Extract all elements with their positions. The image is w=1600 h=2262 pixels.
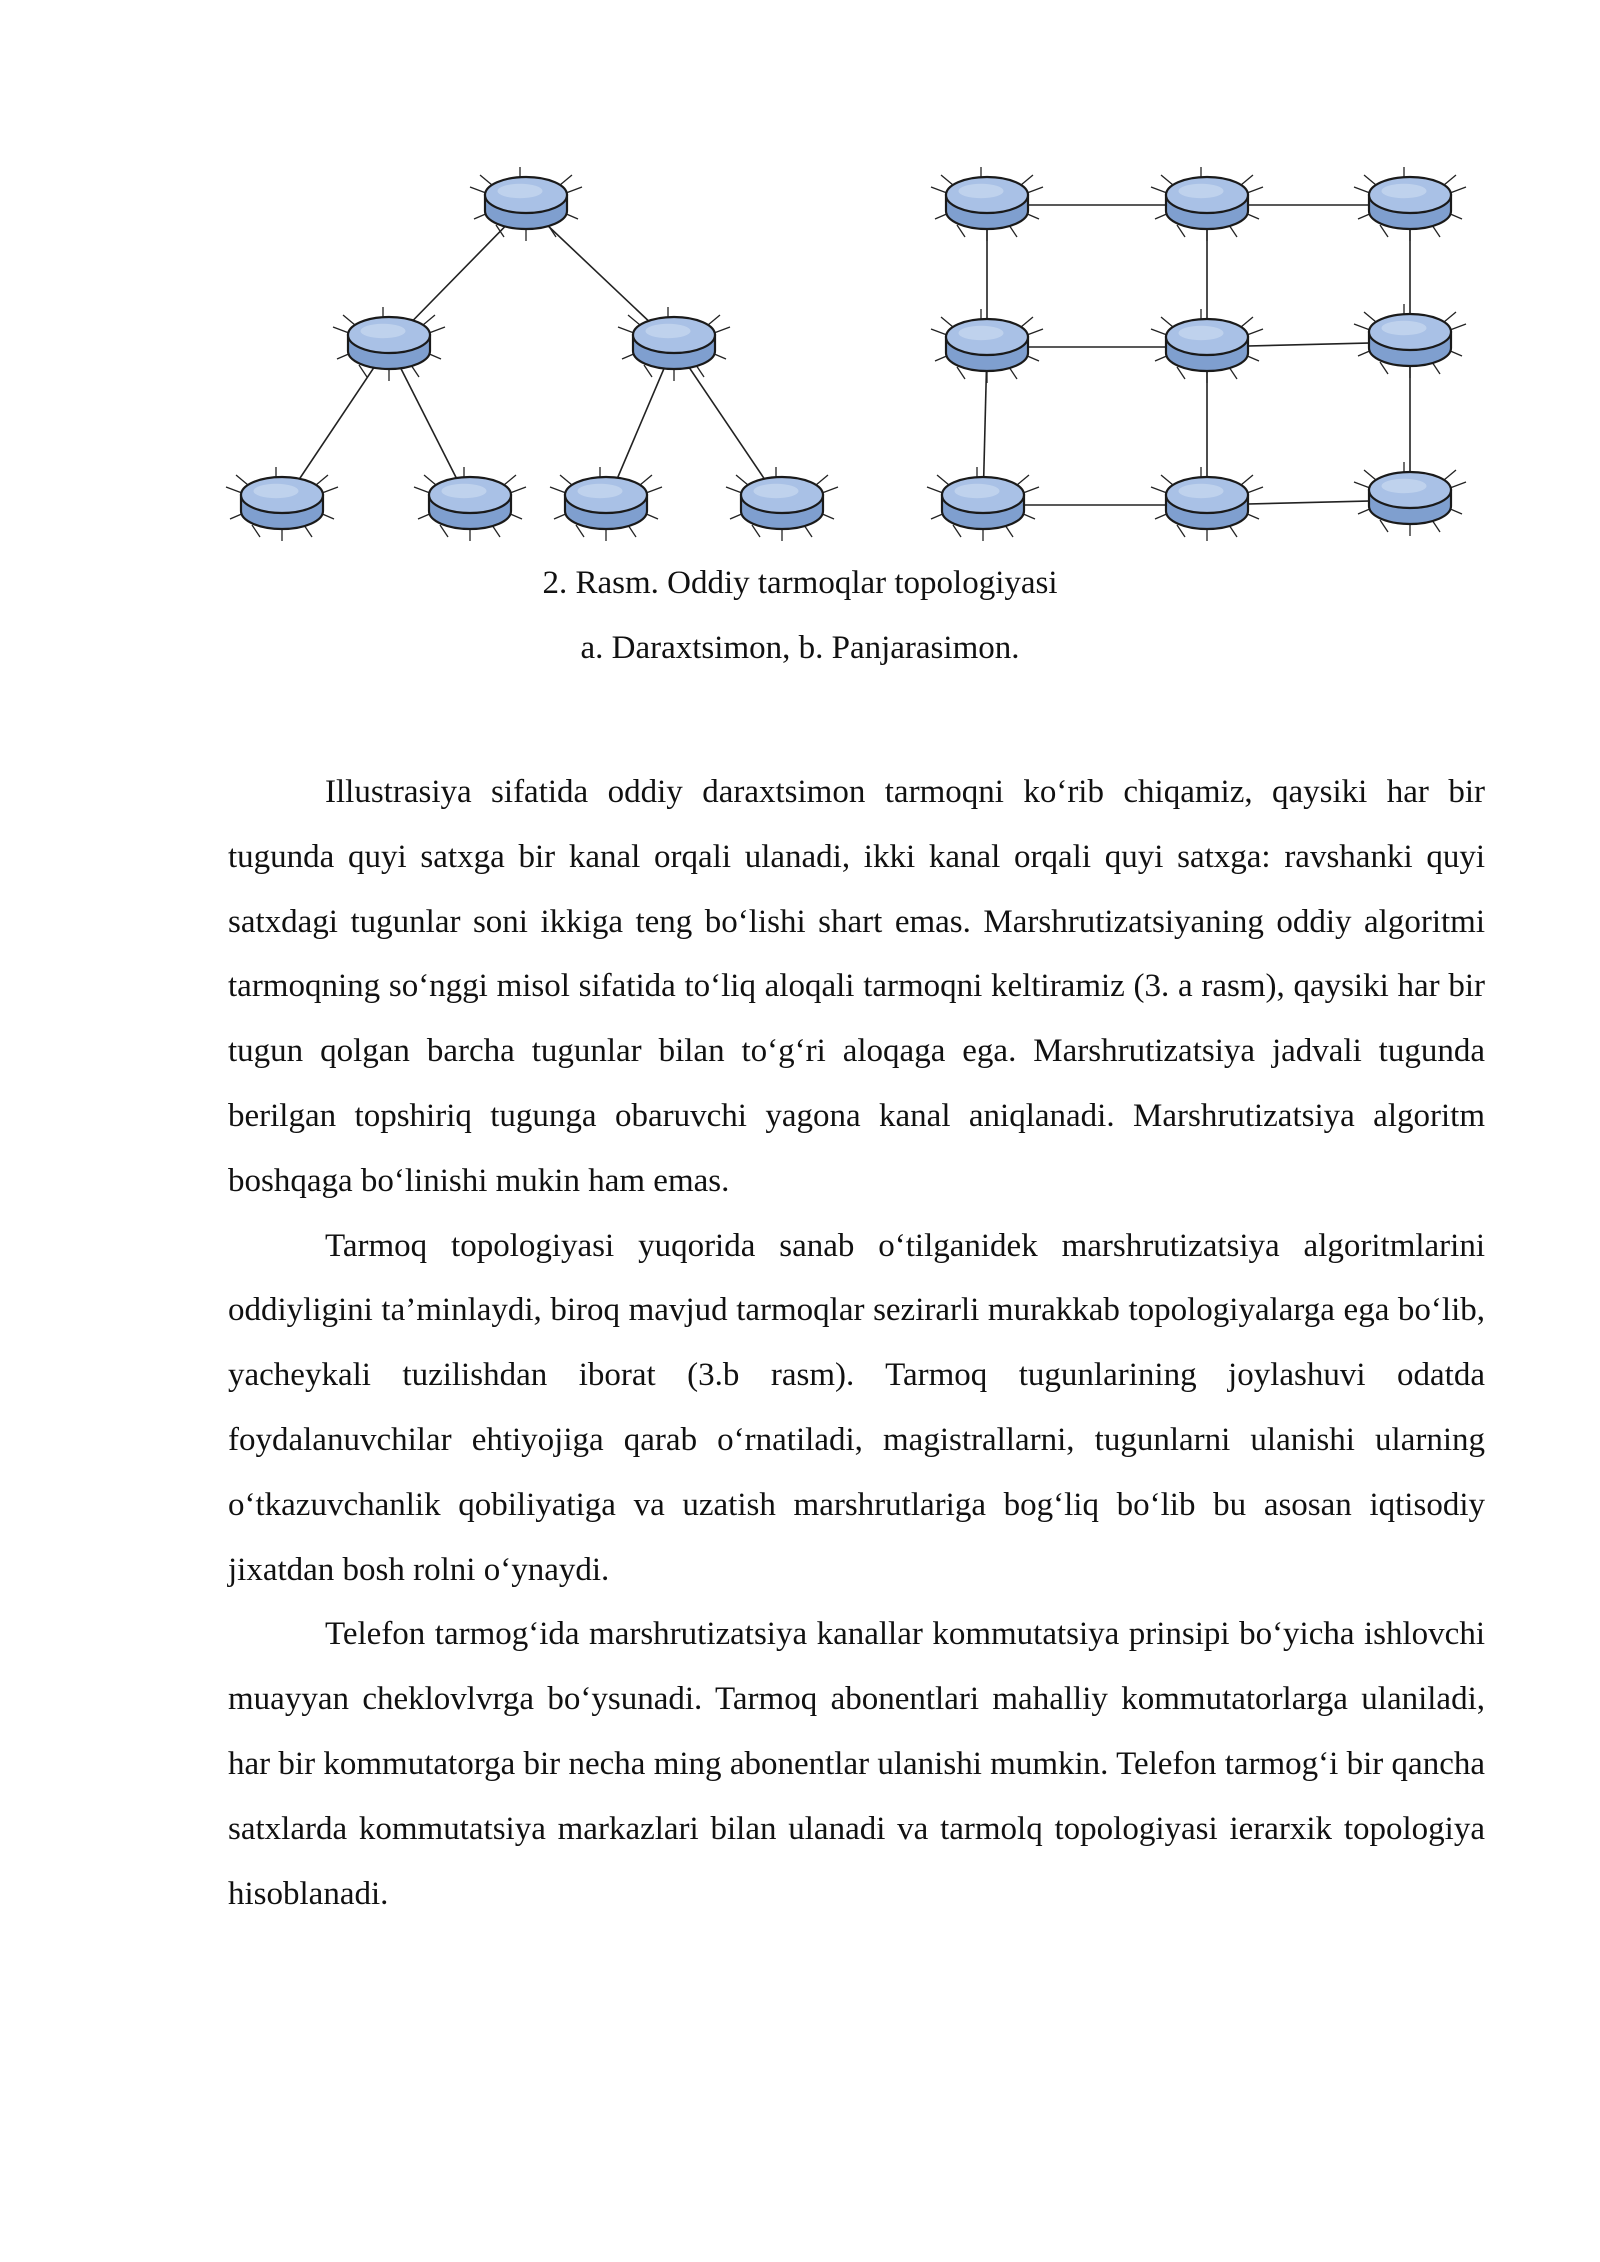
paragraph-2: Tarmoq topologiyasi yuqorida sanab o‘tilganidek marshrutizatsiya algoritmlarini oddiyligini ta’minlaydi, biroq mavjud tarmoqlar sezirarli murakkab topologiyalarga ega bo‘lib, yacheykali tuzilishdan iborat (3.b rasm). Tarmoq tugunlarining joylashuvi odatda foydalanuvchilar ehtiyojiga qarab o‘rnatiladi, magistrallarni, tugunlarni ulanishi ularning o‘tkazuvchanlik qobiliyatiga va uzatish marshrutlariga bog‘liq bo‘lib bu asosan iqtisodiy jixatdan bosh rolni o‘ynaydi. bbox=[228, 1227, 1485, 1588]
figure-caption-title: 2. Rasm. Oddiy tarmoqlar topologiyasi bbox=[542, 565, 1058, 601]
router-icon bbox=[550, 467, 662, 541]
router-icon bbox=[1354, 304, 1466, 378]
paragraph-1: Illustrasiya sifatida oddiy daraxtsimon tarmoqni ko‘rib chiqamiz, qaysiki har bir tugunda quyi satxga bir kanal orqali ulanadi, ikki kanal orqali quyi satxga: ravshanki quyi satxdagi tugunlar soni ikkiga teng bo‘lishi shart emas. Marshrutizatsiyaning oddiy algoritmi tarmoqning so‘nggi misol sifatida to‘liq aloqali tarmoqni keltiramiz (3. a rasm), qaysiki har bir tugun qolgan barcha tugunlar bilan to‘g‘ri aloqaga ega. Marshrutizatsiya jadvali tugunda berilgan topshiriq tugunga obaruvchi yagona kanal aniqlanadi. Marshrutizatsiya algoritm boshqaga bo‘linishi mukin ham emas. bbox=[228, 774, 1485, 1199]
router-icon bbox=[1151, 467, 1263, 541]
router-icon bbox=[927, 467, 1039, 541]
router-icon bbox=[1151, 167, 1263, 241]
router-icon bbox=[931, 309, 1043, 383]
paragraph-3: Telefon tarmog‘ida marshrutizatsiya kanallar kommutatsiya prinsipi bo‘yicha ishlovchi muayyan cheklovlvrga bo‘ysunadi. Tarmoq abonentlari mahalliy kommutatorlarga ulaniladi, har bir kommutatorga bir necha ming abonentlar ulanishi mumkin. Telefon tarmog‘i bir qancha satxlarda kommutatsiya markazlari bilan ulanadi va tarmolq topologiyasi ierarxik topologiya hisoblanadi. bbox=[228, 1616, 1485, 1912]
router-icon bbox=[1151, 309, 1263, 383]
router-icon bbox=[1354, 167, 1466, 241]
body-text bbox=[228, 760, 1485, 1926]
router-icon bbox=[470, 167, 582, 241]
router-icon bbox=[1354, 462, 1466, 536]
router-icon bbox=[726, 467, 838, 541]
figure-caption-subtitle: a. Daraxtsimon, b. Panjarasimon. bbox=[580, 630, 1020, 666]
router-icon bbox=[333, 307, 445, 381]
network-topology-diagram bbox=[220, 145, 1490, 555]
network-nodes bbox=[226, 167, 1466, 541]
router-icon bbox=[414, 467, 526, 541]
router-icon bbox=[226, 467, 338, 541]
router-icon bbox=[618, 307, 730, 381]
router-icon bbox=[931, 167, 1043, 241]
